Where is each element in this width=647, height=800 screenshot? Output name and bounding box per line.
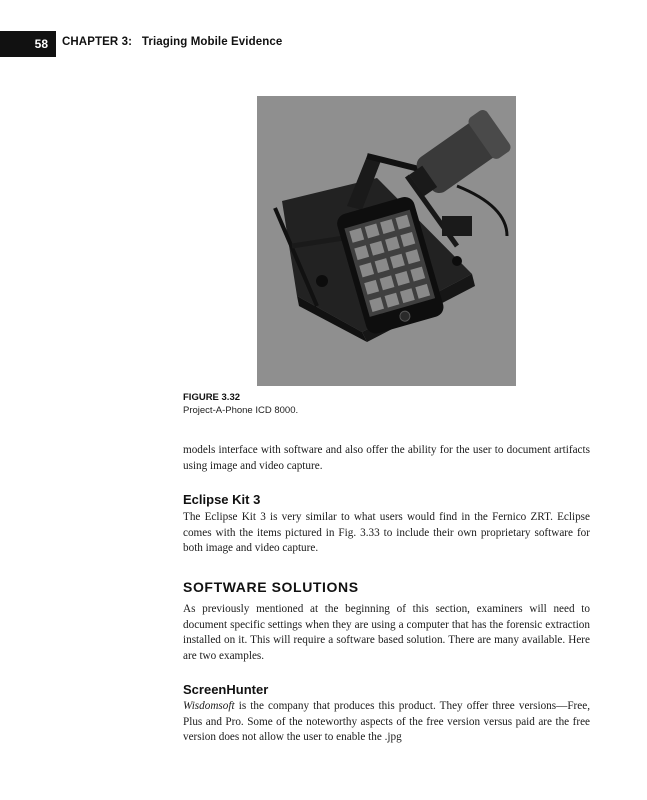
heading-eclipse-kit: Eclipse Kit 3 (183, 492, 261, 507)
heading-software-solutions: SOFTWARE SOLUTIONS (183, 579, 359, 595)
running-header: CHAPTER 3: Triaging Mobile Evidence (62, 36, 283, 48)
company-name: Wisdomsoft (183, 700, 235, 712)
paragraph-screenhunter (183, 699, 590, 746)
figure-photo (257, 96, 516, 386)
paragraph-intro: models interface with software and also offer the ability for the user to document artifacts using image and video capture. (183, 444, 590, 472)
phone-mount-illustration (257, 96, 516, 386)
page-number-tab (0, 31, 56, 57)
figure-caption: Project-A-Phone ICD 8000. (183, 405, 299, 416)
paragraph-screenhunter-text: is the company that produces this product. They offer three versions—Free, Plus and Pro. Some of the noteworthy aspects of the free version versus paid are the free version does not allow the user to enable the .jpg (183, 700, 590, 744)
page-number: 58 (34, 37, 48, 51)
figure-label: FIGURE 3.32 (183, 392, 241, 403)
heading-screenhunter: ScreenHunter (183, 682, 269, 697)
paragraph-eclipse: The Eclipse Kit 3 is very similar to what users would find in the Fernico ZRT. Eclipse comes with the items pictured in Fig. 3.33 to include their own proprietary software for both image and video capture. (183, 511, 590, 555)
paragraph-software: As previously mentioned at the beginning of this section, examiners will need to document specific settings when they are using a computer that has the forensic extraction installed on it. This will require a software based solution. There are many available. Here are two examples. (183, 603, 590, 662)
